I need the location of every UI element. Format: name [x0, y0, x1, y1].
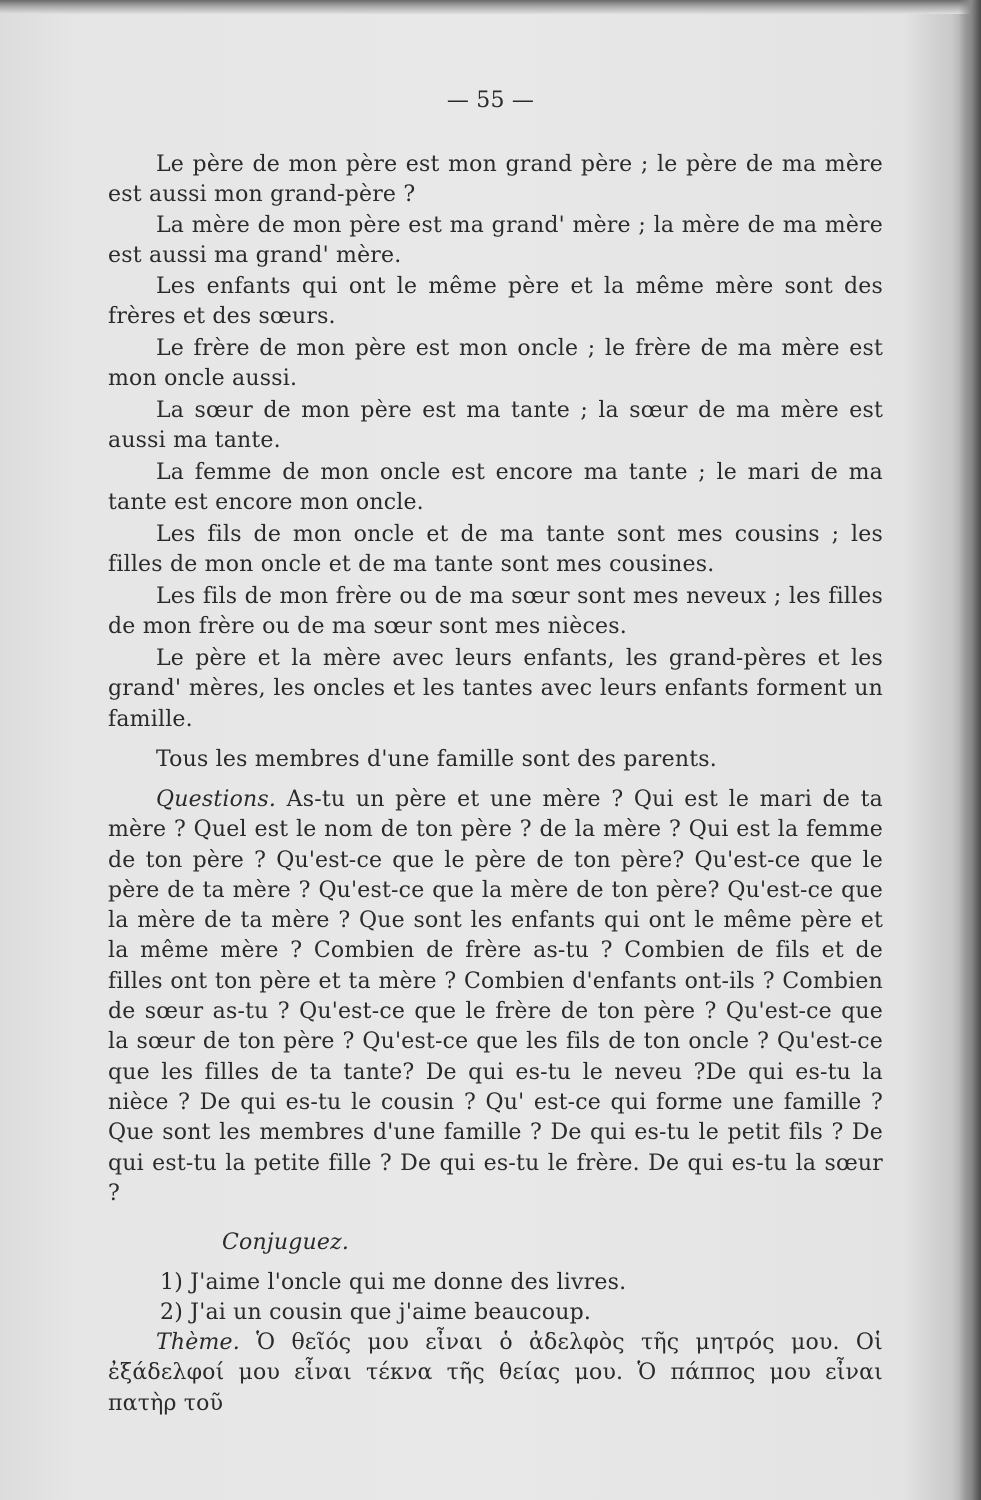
- conjugation-title: Conjuguez.: [222, 1230, 350, 1255]
- paragraph-grandfather: Le père de mon père est mon grand père ; le père de ma mère est aussi mon grand-père ?: [108, 152, 883, 208]
- conjugation-item-1: 1) J'aime l'oncle qui me donne des livres.: [160, 1270, 627, 1295]
- questions-section: [108, 785, 883, 1209]
- paragraph-grandmother: La mère de mon père est ma grand' mère ; la mère de ma mère est aussi ma grand' mère.: [108, 213, 883, 269]
- paragraph-aunt-uncle-by-marriage: La femme de mon oncle est encore ma tante ; le mari de ma tante est encore mon oncle.: [108, 460, 883, 516]
- theme-section: [108, 1328, 883, 1419]
- paragraph-uncle: Le frère de mon père est mon oncle ; le frère de ma mère est mon oncle aussi.: [108, 336, 883, 392]
- page-number: — 55 —: [446, 88, 535, 113]
- paragraph-nephews-nieces: Les fils de mon frère ou de ma sœur sont mes neveux ; les filles de mon frère ou de ma sœur sont mes nièces.: [108, 584, 883, 640]
- theme-label: Thème.: [156, 1330, 240, 1355]
- theme-text: Ὁ θεῖός μου εἶναι ὁ ἀδελφὸς τῆς μητρός μου. Οἱ ἐξάδελφοί μου εἶναι τέκνα τῆς θείας μου. Ὁ πάππος μου εἶναι πατὴρ τοῦ: [108, 1330, 883, 1416]
- paragraph-relatives: Tous les membres d'une famille sont des parents.: [156, 747, 717, 772]
- paragraph-siblings: Les enfants qui ont le même père et la même mère sont des frères et des sœurs.: [108, 274, 883, 330]
- paragraph-aunt: La sœur de mon père est ma tante ; la sœur de ma mère est aussi ma tante.: [108, 398, 883, 454]
- questions-text: As-tu un père et une mère ? Qui est le mari de ta mère ? Quel est le nom de ton père ? de la mère ? Qui est la femme de ton père ? Qu'est-ce que le père de ton père? Qu'est-ce que le père de ta mère ? Qu'est-ce que la mère de ton père? Qu'est-ce que la mère de ta mère ? Que sont les enfants qui ont le même père et la même mère ? Combien de frère as-tu ? Combien de fils et de filles ont ton père et ta mère ? Combien d'enfants ont-ils ? Combien de sœur as-tu ? Qu'est-ce que le frère de ton père ? Qu'est-ce que la sœur de ton père ? Qu'est-ce que les fils de ton oncle ? Qu'est-ce que les filles de ta tante? De qui es-tu le neveu ?De qui es-tu la nièce ? De qui es-tu le cousin ? Qu' est-ce qui forme une famille ? Que sont les membres d'une famille ? De qui es-tu le petit fils ? De qui est-tu la petite fille ? De qui es-tu le frère. De qui es-tu la sœur ?: [108, 787, 883, 1206]
- page-top-edge-shadow: [0, 0, 981, 14]
- paragraph-cousins: Les fils de mon oncle et de ma tante sont mes cousins ; les filles de mon oncle et de ma tante sont mes cousines.: [108, 522, 883, 578]
- page-binding-shadow: [959, 0, 981, 1500]
- paragraph-family: Le père et la mère avec leurs enfants, les grand-pères et les grand' mères, les oncles et les tantes avec leurs enfants forment un famille.: [108, 646, 883, 732]
- conjugation-item-2: 2) J'ai un cousin que j'aime beaucoup.: [160, 1300, 592, 1325]
- questions-label: Questions.: [156, 787, 277, 812]
